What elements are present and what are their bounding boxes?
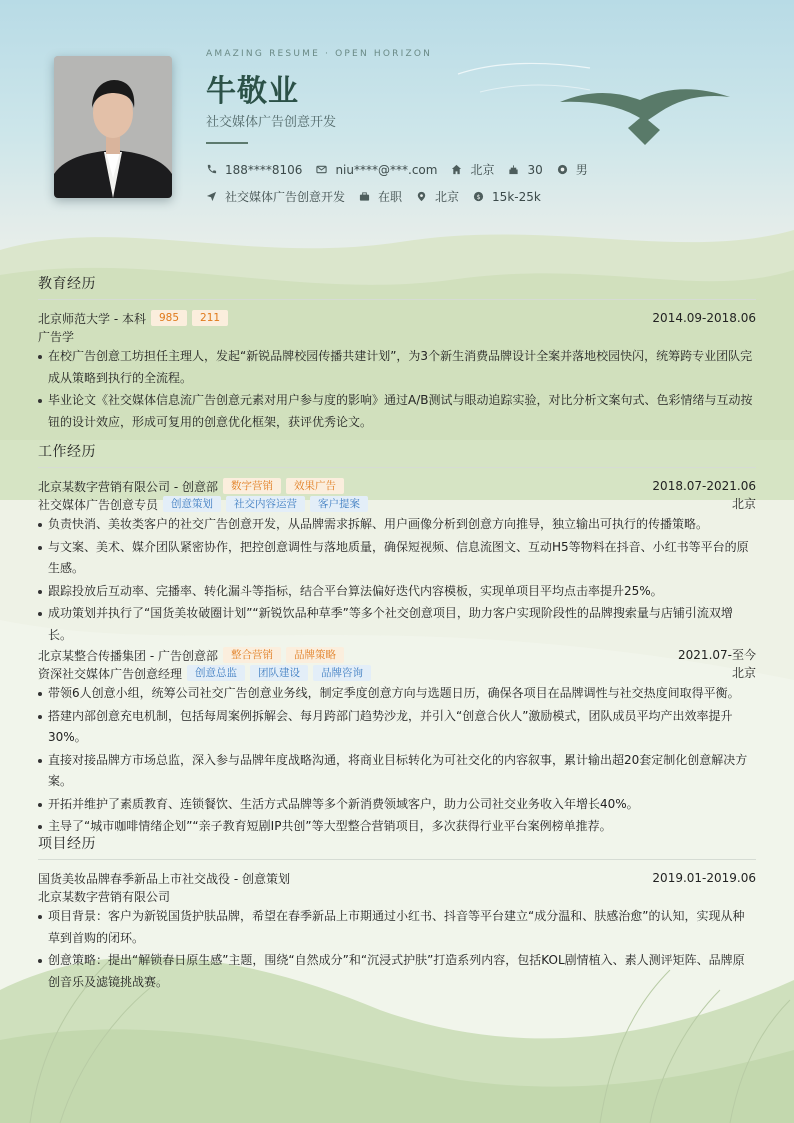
age-text: 30 bbox=[527, 162, 543, 177]
job-role: 资深社交媒体广告创意经理 bbox=[38, 666, 183, 681]
candidate-name: 牛敬业 bbox=[206, 74, 299, 109]
work-section bbox=[38, 441, 756, 838]
project-date: 2019.01-2019.06 bbox=[652, 871, 756, 885]
gender-item bbox=[557, 161, 588, 178]
target-position-text: 社交媒体广告创意开发 bbox=[225, 190, 346, 204]
company-name: 北京某数字营销有限公司 - 创意部 bbox=[38, 479, 218, 494]
school-tag: 985 bbox=[151, 310, 187, 326]
major: 广告学 bbox=[38, 329, 75, 344]
phone-icon bbox=[206, 164, 217, 175]
list-item: 在校广告创意工坊担任主理人，发起“新锐品牌校园传播共建计划”，为3个新生消费品牌设计全案并落地校园快闪，统筹跨专业团队完成从策略到执行的全流程。 bbox=[38, 346, 756, 389]
home-icon bbox=[451, 164, 462, 175]
gender-text: 男 bbox=[575, 163, 588, 177]
company-tag: 整合营销 bbox=[223, 647, 281, 663]
location-icon bbox=[416, 191, 427, 202]
title-divider bbox=[206, 142, 248, 144]
list-item: 成功策划并执行了“国货美妆破圈计划”“新锐饮品种草季”等多个社交创意项目，助力客户实现阶段性的品牌搜索量与店铺引流双增长。 bbox=[38, 603, 756, 646]
job-date: 2021.07-至今 bbox=[678, 648, 756, 662]
role-tag: 客户提案 bbox=[310, 496, 368, 512]
school-name: 北京师范大学 - 本科 bbox=[38, 311, 146, 326]
list-item: 毕业论文《社交媒体信息流广告创意元素对用户参与度的影响》通过A/B测试与眼动追踪实验，对比分析文案句式、色彩情绪与互动按钮的设计效应，形成可复用的创意优化框架，获评优秀论文。 bbox=[38, 390, 756, 433]
role-tag: 创意总监 bbox=[187, 665, 245, 681]
section-title-education: 教育经历 bbox=[38, 273, 756, 300]
salary-item bbox=[473, 190, 541, 204]
list-item: 负责快消、美妆类客户的社交广告创意开发，从品牌需求拆解、用户画像分析到创意方向推导，独立输出可执行的传播策略。 bbox=[38, 514, 756, 536]
briefcase-icon bbox=[359, 191, 370, 202]
target-position-item bbox=[206, 188, 345, 205]
job-role: 社交媒体广告创意专员 bbox=[38, 497, 159, 512]
salary-icon bbox=[473, 191, 484, 202]
email-item bbox=[316, 163, 437, 177]
job-header bbox=[38, 646, 756, 664]
hometown-text: 北京 bbox=[470, 163, 495, 177]
age-item bbox=[508, 163, 542, 177]
company-tag: 数字营销 bbox=[223, 478, 281, 494]
status-text: 在职 bbox=[378, 190, 403, 204]
role-tag: 创意策划 bbox=[163, 496, 221, 512]
salary-text: 15k-25k bbox=[492, 189, 541, 204]
company-name: 北京某整合传播集团 - 广告创意部 bbox=[38, 648, 218, 663]
status-item bbox=[359, 188, 402, 205]
mail-icon bbox=[316, 164, 327, 175]
gender-icon bbox=[557, 164, 568, 175]
svg-text:$: $ bbox=[476, 192, 481, 201]
phone-item bbox=[206, 163, 302, 177]
list-item: 跟踪投放后互动率、完播率、转化漏斗等指标，结合平台算法偏好迭代内容模板，实现单项目平均点击率提升25%。 bbox=[38, 581, 756, 603]
list-item: 搭建内部创意充电机制，包括每周案例拆解会、每月跨部门趋势沙龙，并引入“创意合伙人”激励模式，团队成员平均产出效率提升30%。 bbox=[38, 706, 756, 749]
company-tag: 品牌策略 bbox=[286, 647, 344, 663]
education-date: 2014.09-2018.06 bbox=[652, 311, 756, 325]
role-tag: 品牌咨询 bbox=[313, 665, 371, 681]
section-title-project: 项目经历 bbox=[38, 833, 756, 860]
list-item: 带领6人创意小组，统筹公司社交广告创意业务线，制定季度创意方向与选题日历，确保各项目在品牌调性与社交热度间取得平衡。 bbox=[38, 683, 756, 705]
list-item: 直接对接品牌方市场总监，深入参与品牌年度战略沟通，将商业目标转化为可社交化的内容叙事，累计输出超20套定制化创意解决方案。 bbox=[38, 750, 756, 793]
project-section bbox=[38, 833, 756, 993]
phone-text: 188****8106 bbox=[225, 162, 303, 177]
role-tag: 团队建设 bbox=[250, 665, 308, 681]
target-city-item bbox=[416, 188, 459, 205]
list-item: 开拓并维护了素质教育、连锁餐饮、生活方式品牌等多个新消费领域客户，助力公司社交业务收入年增长40%。 bbox=[38, 794, 756, 816]
list-item: 项目背景：客户为新锐国货护肤品牌，希望在春季新品上市期通过小红书、抖音等平台建立“成分温和、肤感治愈”的认知，实现从种草到首购的闭环。 bbox=[38, 906, 756, 949]
contact-row bbox=[206, 161, 602, 178]
list-item: 与文案、美术、媒介团队紧密协作，把控创意调性与落地质量，确保短视频、信息流图文、互动H5等物料在抖音、小红书等平台的原生感。 bbox=[38, 537, 756, 580]
project-name: 国货美妆品牌春季新品上市社交战役 - 创意策划 bbox=[38, 871, 290, 886]
target-city-text: 北京 bbox=[435, 190, 460, 204]
section-title-work: 工作经历 bbox=[38, 441, 756, 468]
hometown-item bbox=[451, 161, 494, 178]
intent-row bbox=[206, 188, 555, 205]
school-tag: 211 bbox=[192, 310, 228, 326]
job-role-line bbox=[38, 664, 756, 682]
job-date: 2018.07-2021.06 bbox=[652, 479, 756, 493]
project-header bbox=[38, 869, 756, 887]
job-city: 北京 bbox=[731, 666, 756, 680]
role-tag: 社交内容运营 bbox=[226, 496, 305, 512]
tagline: AMAZING RESUME · OPEN HORIZON bbox=[206, 49, 433, 59]
job-title: 社交媒体广告创意开发 bbox=[206, 115, 337, 130]
education-header bbox=[38, 309, 756, 327]
job-city: 北京 bbox=[731, 497, 756, 511]
job-role-line bbox=[38, 495, 756, 513]
email-text: niu****@***.com bbox=[335, 162, 438, 177]
profile-photo bbox=[54, 56, 172, 198]
list-item: 主导了“城市咖啡情绪企划”“亲子教育短剧IP共创”等大型整合营销项目，多次获得行业平台案例榜单推荐。 bbox=[38, 816, 756, 838]
education-section bbox=[38, 273, 756, 433]
project-org: 北京某数字营销有限公司 bbox=[38, 889, 171, 904]
company-tag: 效果广告 bbox=[286, 478, 344, 494]
cake-icon bbox=[508, 164, 519, 175]
send-icon bbox=[206, 191, 217, 202]
job-header bbox=[38, 477, 756, 495]
list-item: 创意策略：提出“解锁春日原生感”主题，围绕“自然成分”和“沉浸式护肤”打造系列内容，包括KOL剧情植入、素人测评矩阵、品牌原创音乐及滤镜挑战赛。 bbox=[38, 950, 756, 993]
